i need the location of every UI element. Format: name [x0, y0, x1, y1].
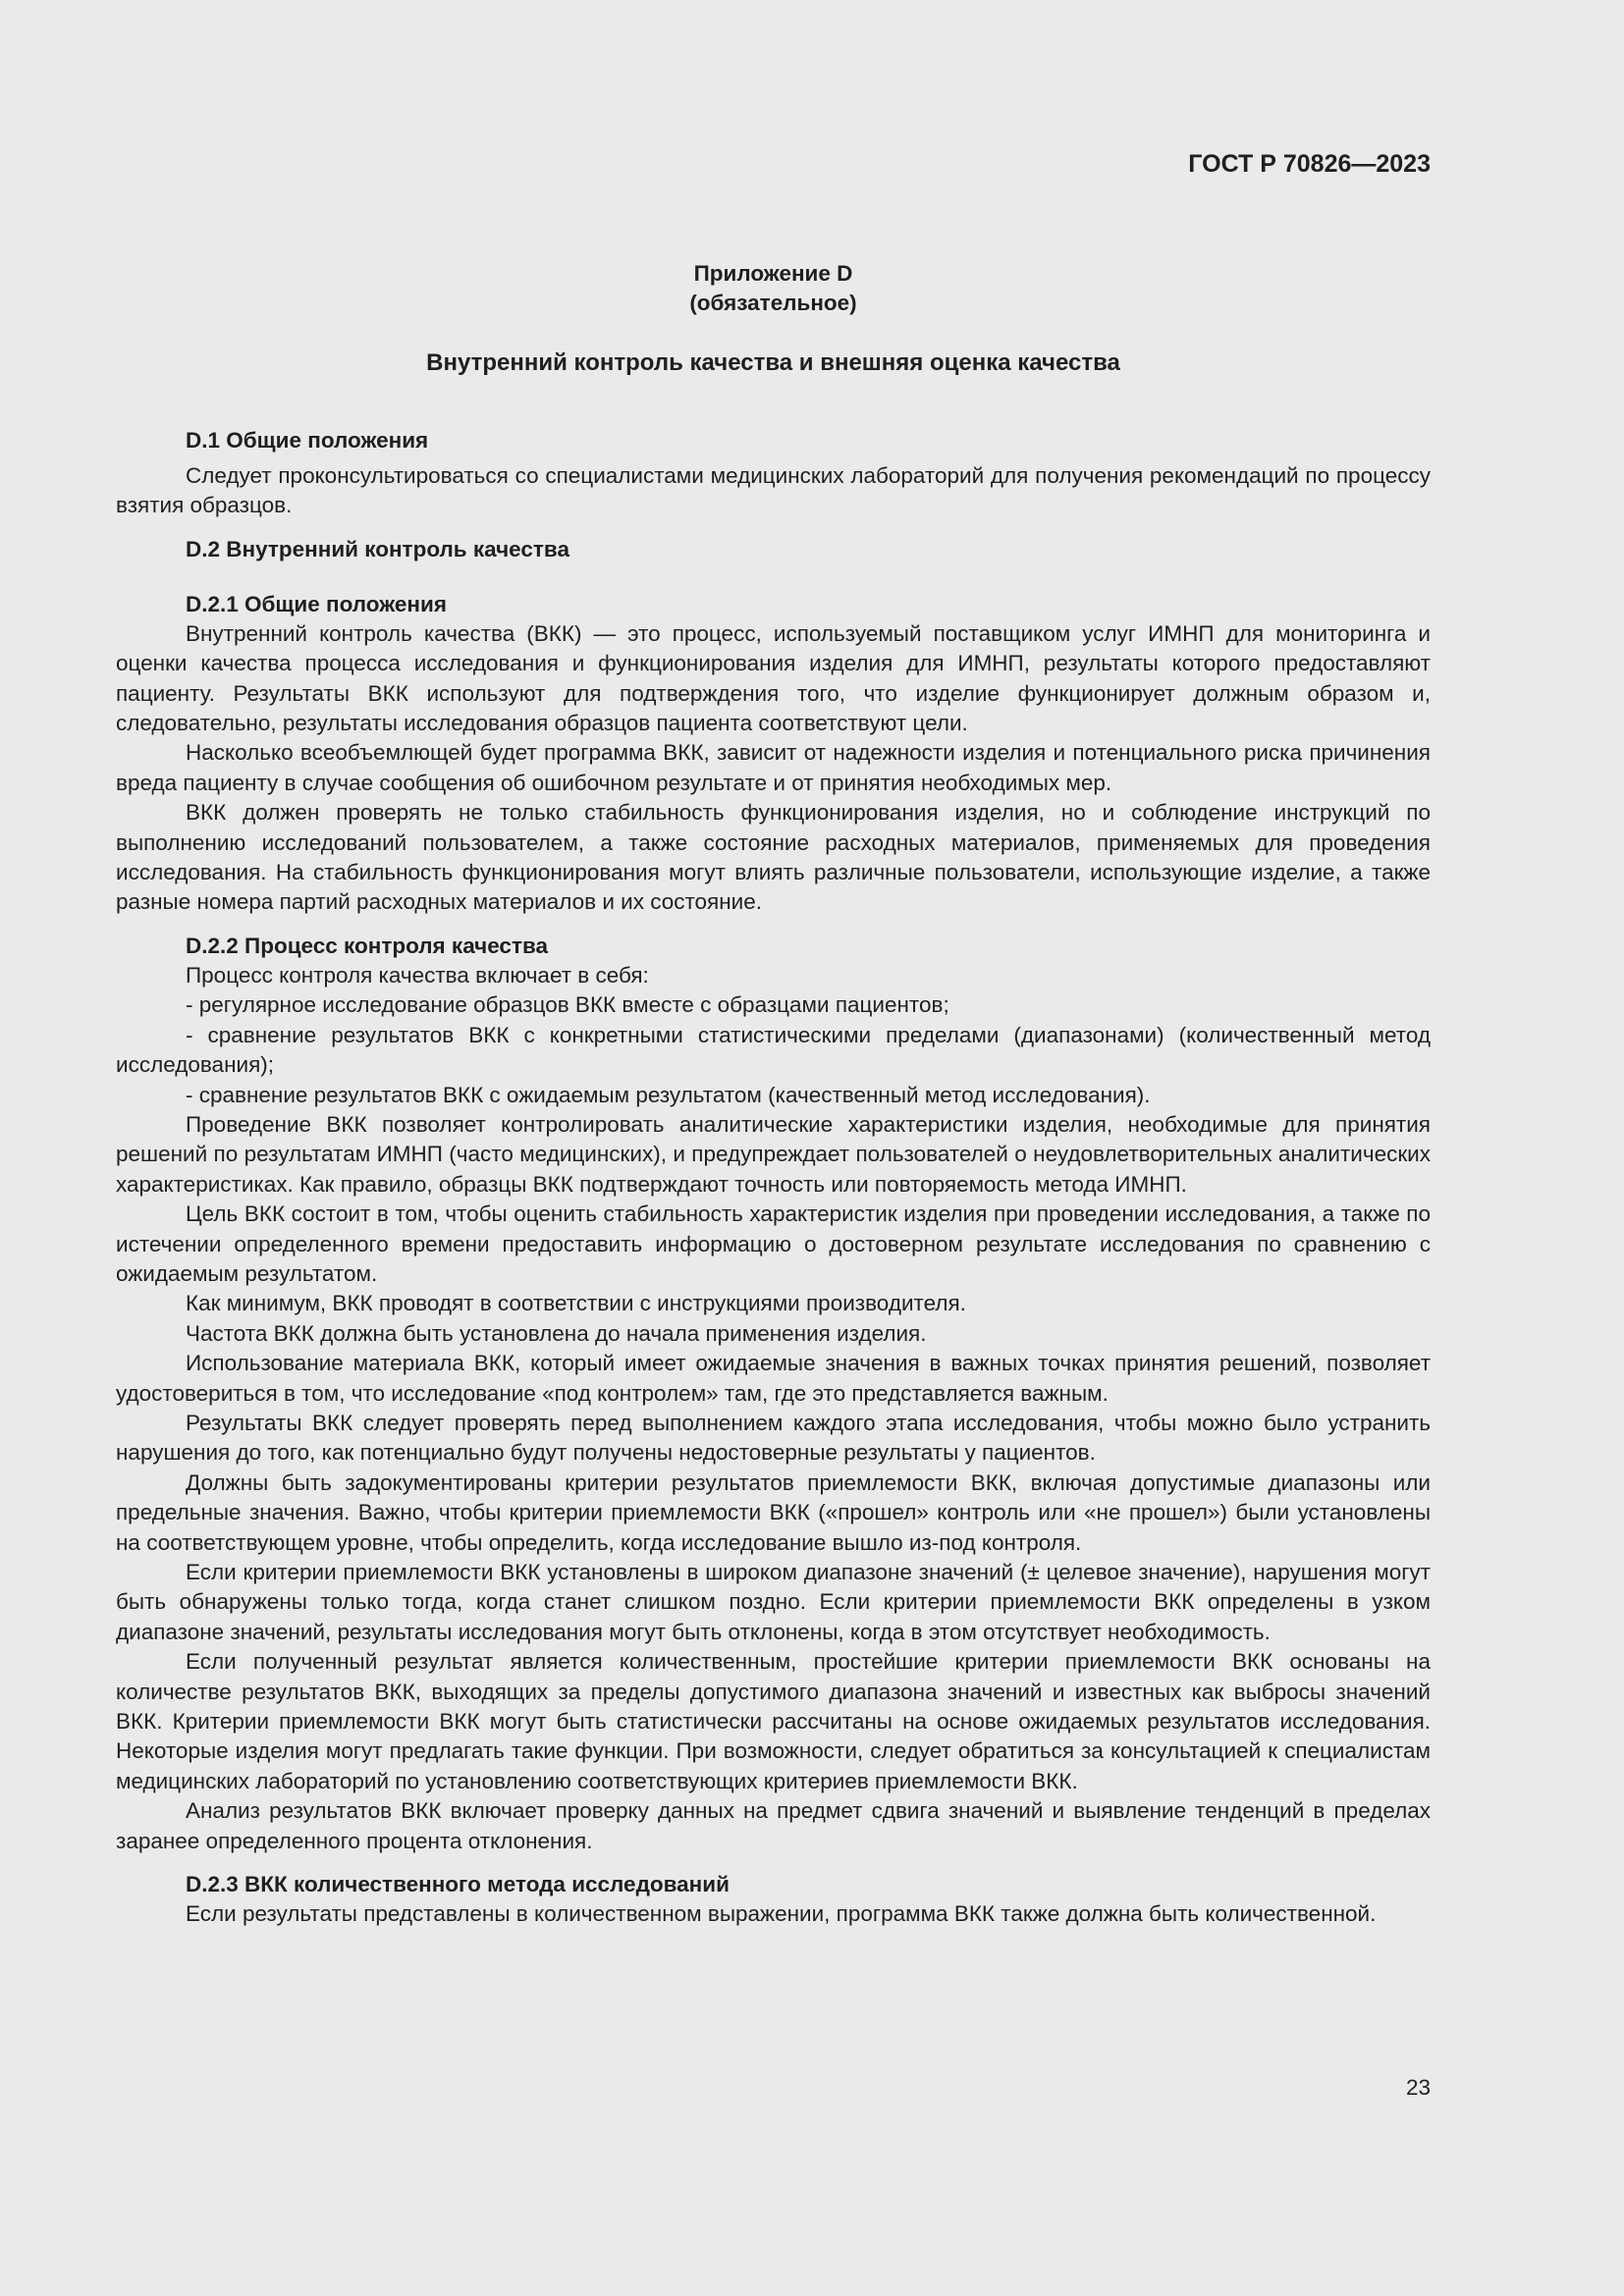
section-d22: [116, 932, 1431, 1856]
paragraph: Процесс контроля качества включает в себя:: [186, 962, 649, 988]
section-heading: D.2 Внутренний контроль качества: [186, 536, 569, 561]
document-code: ГОСТ Р 70826—2023: [1188, 150, 1431, 178]
section-d1: [116, 426, 1431, 521]
paragraph: Должны быть задокументированы критерии результатов приемлемости ВКК, включая допустимые диапазоны или предельные значения. Важно, чтобы критерии приемлемости ВКК («прошел» контроль или «не прошел») были установлены на соответствующем уровне, чтобы определить, когда исследование вышло из-под контроля.: [116, 1469, 1431, 1555]
paragraph: Цель ВКК состоит в том, чтобы оценить стабильность характеристик изделия при проведении исследования, а также по истечении определенного времени предоставить информацию о достоверном результате исследования по сравнению с ожидаемым результатом.: [116, 1201, 1431, 1286]
paragraph: Внутренний контроль качества (ВКК) — это процесс, используемый поставщиком услуг ИМНП для мониторинга и оценки качества процесса исследования и функционирования изделия для ИМНП, результаты которого предоставляют пациенту. Результаты ВКК используют для подтверждения того, что изделие функционирует должным образом и, следовательно, результаты исследования образцов пациента соответствуют цели.: [116, 620, 1431, 736]
section-heading: D.2.2 Процесс контроля качества: [186, 933, 549, 958]
paragraph: Насколько всеобъемлющей будет программа ВКК, зависит от надежности изделия и потенциального риска причинения вреда пациенту в случае сообщения об ошибочном результате и от принятия необходимых мер.: [116, 740, 1431, 795]
paragraph: Проведение ВКК позволяет контролировать аналитические характеристики изделия, необходимые для принятия решений по результатам ИМНП (часто медицинских), и предупреждает пользователей о неудовлетворительных аналитических характеристиках. Как правило, образцы ВКК подтверждают точность или повторяемость метода ИМНП.: [116, 1111, 1431, 1197]
section-heading: D.2.1 Общие положения: [186, 591, 447, 616]
paragraph: Анализ результатов ВКК включает проверку данных на предмет сдвига значений и выявление тенденций в пределах заранее определенного процента отклонения.: [116, 1798, 1431, 1853]
paragraph: Частота ВКК должна быть установлена до начала применения изделия.: [186, 1320, 927, 1346]
paragraph: ВКК должен проверять не только стабильность функционирования изделия, но и соблюдение инструкций по выполнению исследований пользователем, а также состояние расходных материалов, применяемых для проведения исследования. На стабильность функционирования могут влиять различные пользователи, использующие изделие, а также разные номера партий расходных материалов и их состояние.: [116, 800, 1431, 915]
paragraph: Если критерии приемлемости ВКК установлены в широком диапазоне значений (± целевое значение), нарушения могут быть обнаружены только тогда, когда станет слишком поздно. Если критерии приемлемости ВКК определены в узком диапазоне значений, результаты исследования могут быть отклонены, когда в этом отсутствует необходимость.: [116, 1560, 1431, 1644]
paragraph: Если результаты представлены в количественном выражении, программа ВКК также должна быть количественной.: [186, 1901, 1377, 1927]
section-heading: D.1 Общие положения: [186, 428, 429, 453]
section-heading: D.2.3 ВКК количественного метода исследований: [186, 1872, 730, 1897]
list-item: - сравнение результатов ВКК с конкретными статистическими пределами (диапазонами) (количественный метод исследования);: [116, 1022, 1431, 1078]
paragraph: Как минимум, ВКК проводят в соответствии с инструкциями производителя.: [186, 1291, 966, 1316]
section-d23: [116, 1870, 1431, 1929]
paragraph: Результаты ВКК следует проверять перед выполнением каждого этапа исследования, чтобы можно было устранить нарушения до того, как потенциально будут получены недостоверные результаты у пациентов.: [116, 1410, 1431, 1466]
section-d2: [116, 535, 1431, 564]
annex-status: (обязательное): [689, 291, 857, 315]
list-item: - регулярное исследование образцов ВКК вместе с образцами пациентов;: [186, 992, 949, 1018]
list-item: - сравнение результатов ВКК с ожидаемым результатом (качественный метод исследования).: [186, 1082, 1151, 1107]
annex-label: Приложение D: [693, 261, 853, 286]
paragraph: Если полученный результат является количественным, простейшие критерии приемлемости ВКК основаны на количестве результатов ВКК, выходящих за пределы допустимого диапазона значений и известных как выбросы значений ВКК. Критерии приемлемости ВКК могут быть статистически рассчитаны на основе ожидаемых результатов исследования. Некоторые изделия могут предлагать такие функции. При возможности, следует обратиться за консультацией к специалистам медицинских лабораторий по установлению соответствующих критериев приемлемости ВКК.: [116, 1649, 1431, 1793]
section-d21: [116, 590, 1431, 918]
paragraph: Следует проконсультироваться со специалистами медицинских лабораторий для получения рекомендаций по процессу взятия образцов.: [116, 463, 1431, 518]
paragraph: Использование материала ВКК, который имеет ожидаемые значения в важных точках принятия решений, позволяет удостовериться в том, что исследование «под контролем» там, где это представляется важным.: [116, 1351, 1431, 1406]
page-number: 23: [1405, 2075, 1431, 2100]
annex-title: Внутренний контроль качества и внешняя оценка качества: [426, 349, 1120, 376]
